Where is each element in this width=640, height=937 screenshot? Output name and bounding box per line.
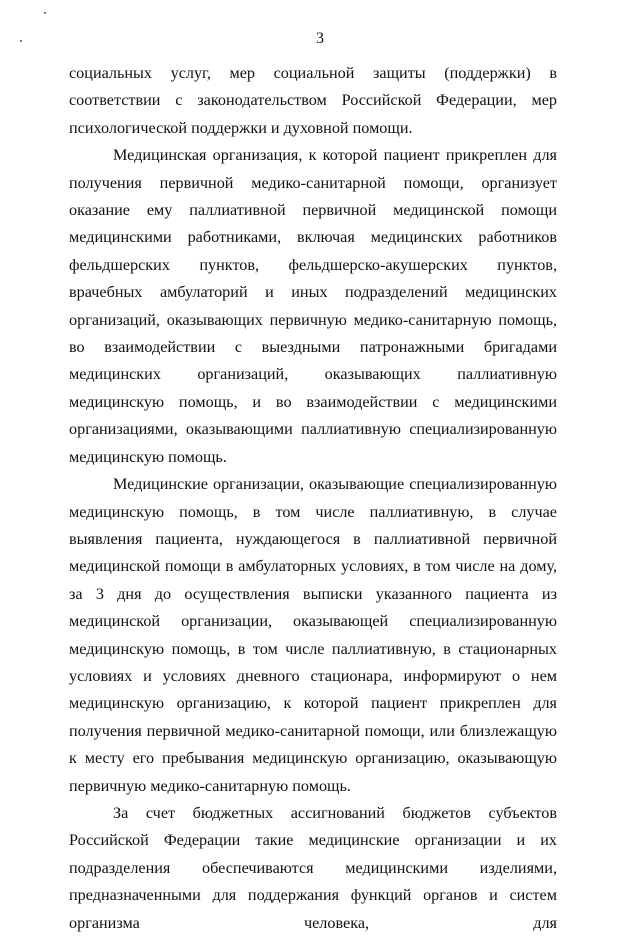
document-body (69, 60, 557, 937)
paragraph-primary-care-organization: Медицинская организация, к которой пациент прикреплен для получения первичной медико-санитарной помощи, организует оказание ему паллиативной первичной медицинской помощи медицинскими работниками, включая медицинских работников фельдшерских пунктов, фельдшерско-акушерских пунктов, врачебных амбулаторий и иных подразделений медицинских организаций, оказывающих первичную медико-санитарную помощь, во взаимодействии с выездными патронажными бригадами медицинских организаций, оказывающих паллиативную медицинскую помощь, и во взаимодействии с медицинскими организациями, оказывающими паллиативную специализированную медицинскую помощь. (69, 146, 557, 466)
scan-speck (44, 12, 46, 14)
paragraph-specialized-organizations: Медицинские организации, оказывающие специализированную медицинскую помощь, в том числе паллиативную, в случае выявления пациента, нуждающегося в паллиативной первичной медицинской помощи в амбулаторных условиях, в том числе на дому, за 3 дня до осуществления выписки указанного пациента из медицинской организации, оказывающей специализированную медицинскую помощь, в том числе паллиативную, в стационарных условиях и условиях дневного стационара, информируют о нем медицинскую организацию, к которой пациент прикреплен для получения первичной медико-санитарной помощи, или близлежащую к месту его пребывания медицинскую организацию, оказывающую первичную медико-санитарную помощь. (69, 475, 557, 795)
paragraph-continuation: социальных услуг, мер социальной защиты (поддержки) в соответствии с законодательством Российской Федерации, мер психологической поддержки и духовной помощи. (69, 64, 557, 137)
page-number: 3 (316, 30, 324, 47)
paragraph-budget-funding: За счет бюджетных ассигнований бюджетов субъектов Российской Федерации такие медицинские организации и их подразделения обеспечиваются медицинскими изделиями, предназначенными для поддержания функций органов и систем организма человека, для (69, 803, 557, 932)
